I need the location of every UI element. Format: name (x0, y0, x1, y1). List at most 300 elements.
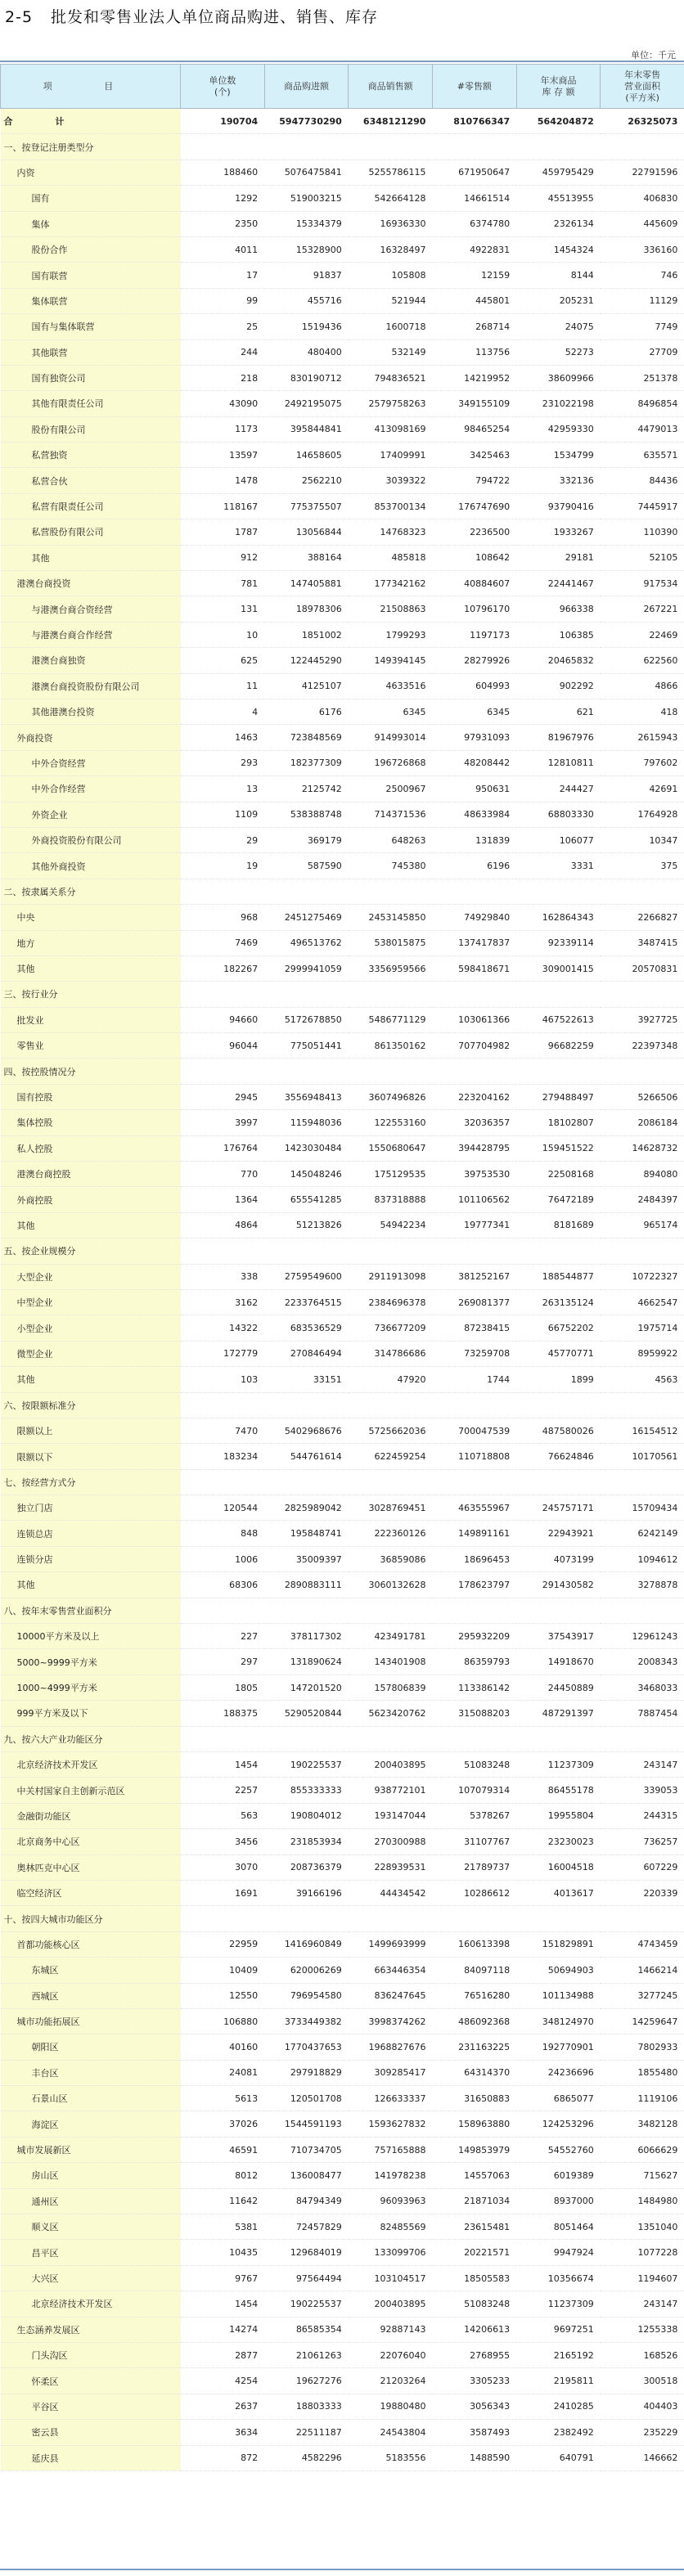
row-label: 其他港澳台投资 (1, 699, 181, 724)
row-value: 459795429 (516, 160, 601, 185)
row-value: 736257 (601, 1829, 684, 1854)
row-value: 270300988 (349, 1829, 433, 1854)
row-value: 467522613 (516, 1007, 601, 1032)
row-value: 48208442 (432, 750, 516, 775)
row-value: 37026 (181, 2111, 265, 2137)
row-value: 231853934 (264, 1829, 349, 1854)
row-value: 2911913098 (349, 1264, 433, 1289)
row-value: 966338 (516, 596, 601, 622)
row-value: 19880480 (349, 2394, 433, 2419)
table-row (1, 2111, 684, 2137)
row-label: 其他有限责任公司 (1, 391, 181, 416)
row-value: 2768955 (432, 2342, 516, 2367)
row-value: 2637 (181, 2394, 265, 2419)
row-value: 14658605 (264, 443, 349, 468)
row-value: 770 (181, 1162, 265, 1187)
row-value: 563 (181, 1803, 265, 1828)
row-label: 十、按四大城市功能区分 (1, 1906, 181, 1931)
row-value (264, 1906, 349, 1931)
table-row (1, 1701, 684, 1726)
row-value: 12961243 (601, 1624, 684, 1649)
row-label: 西城区 (1, 1983, 181, 2008)
row-value: 388164 (264, 545, 349, 570)
row-value: 3356959566 (349, 955, 433, 981)
row-value: 11129 (601, 288, 684, 313)
row-value (349, 1598, 433, 1623)
row-value: 8496854 (601, 391, 684, 416)
row-value: 3162 (181, 1289, 265, 1315)
table-row (1, 2008, 684, 2034)
row-value: 14661514 (432, 186, 516, 211)
row-label: 中外合作经营 (1, 776, 181, 802)
row-label: 北京经济技术开发区 (1, 1752, 181, 1778)
row-label: 国有与集体联营 (1, 314, 181, 339)
row-value: 86359793 (432, 1649, 516, 1675)
row-value: 243147 (601, 2291, 684, 2317)
row-value: 1463 (181, 725, 265, 750)
row-value: 1805 (181, 1675, 265, 1700)
row-value: 124253296 (516, 2111, 601, 2137)
row-value: 1544591193 (264, 2111, 349, 2137)
table-row (1, 2214, 684, 2240)
row-value (264, 1469, 349, 1495)
row-value: 1764928 (601, 802, 684, 827)
row-value: 3305233 (432, 2368, 516, 2394)
row-value: 106385 (516, 622, 601, 647)
table-row (1, 1572, 684, 1598)
row-value: 794722 (432, 468, 516, 493)
row-value: 5290520844 (264, 1701, 349, 1726)
table-row (1, 750, 684, 775)
table-row (1, 1598, 684, 1623)
table-row (1, 879, 684, 904)
row-value: 8144 (516, 263, 601, 288)
row-value: 3425463 (432, 443, 516, 468)
row-label: 限额以上 (1, 1418, 181, 1443)
row-value: 3039322 (349, 468, 433, 493)
row-value: 297918829 (264, 2060, 349, 2085)
row-value: 84794349 (264, 2188, 349, 2214)
row-value: 338 (181, 1264, 265, 1289)
row-value: 98465254 (432, 416, 516, 442)
row-value (181, 1059, 265, 1084)
row-value: 263135124 (516, 1289, 601, 1315)
row-label: 外资企业 (1, 802, 181, 827)
row-value: 521944 (349, 288, 433, 313)
row-value: 8181689 (516, 1212, 601, 1238)
row-value: 5402968676 (264, 1418, 349, 1443)
table-row (1, 493, 684, 519)
row-label: 怀柔区 (1, 2368, 181, 2394)
row-value: 10435 (181, 2240, 265, 2265)
row-label: 与港澳台商合作经营 (1, 622, 181, 647)
row-value: 190804012 (264, 1803, 349, 1828)
table-row (1, 2060, 684, 2085)
row-value: 538388748 (264, 802, 349, 827)
table-row (1, 827, 684, 852)
row-value: 279488497 (516, 1084, 601, 1109)
row-value: 1550680647 (349, 1135, 433, 1161)
row-value: 300518 (601, 2368, 684, 2394)
table-row (1, 1341, 684, 1366)
row-value: 394428795 (432, 1135, 516, 1161)
row-value: 269081377 (432, 1289, 516, 1315)
row-value: 12810811 (516, 750, 601, 775)
table-row (1, 1135, 684, 1161)
table-row (1, 314, 684, 339)
row-value: 149394145 (349, 648, 433, 673)
row-value: 10347 (601, 827, 684, 852)
table-row (1, 1264, 684, 1289)
table-row (1, 365, 684, 390)
row-value: 3607496826 (349, 1084, 433, 1109)
row-value (349, 134, 433, 160)
row-label: 私营独资 (1, 443, 181, 468)
row-value: 20465832 (516, 648, 601, 673)
row-label: 八、按年末零售营业面积分 (1, 1598, 181, 1623)
row-value: 149853979 (432, 2137, 516, 2162)
row-value (264, 1392, 349, 1418)
row-value: 39166196 (264, 1880, 349, 1905)
row-value: 19 (181, 853, 265, 879)
row-value: 97564494 (264, 2265, 349, 2291)
row-value: 648263 (349, 827, 433, 852)
row-value: 1351040 (601, 2214, 684, 2240)
row-value: 196726868 (349, 750, 433, 775)
row-value: 455716 (264, 288, 349, 313)
row-value: 9767 (181, 2265, 265, 2291)
row-value: 147201520 (264, 1675, 349, 1700)
row-value: 14628732 (601, 1135, 684, 1161)
table-row (1, 2086, 684, 2111)
row-value: 336160 (601, 236, 684, 262)
row-value: 200403895 (349, 2291, 433, 2317)
row-value: 620006269 (264, 1958, 349, 1983)
row-value: 2999941059 (264, 955, 349, 981)
row-value: 16154512 (601, 1418, 684, 1443)
row-value: 147405881 (264, 571, 349, 596)
row-value (601, 1906, 684, 1931)
header-item: 项 目 (1, 65, 181, 109)
row-value: 18696453 (432, 1546, 516, 1571)
row-value: 810766347 (432, 109, 516, 134)
row-value: 532149 (349, 339, 433, 365)
row-value: 1292 (181, 186, 265, 211)
row-value: 2759549600 (264, 1264, 349, 1289)
row-value: 714371536 (349, 802, 433, 827)
row-value (264, 879, 349, 904)
row-value: 227 (181, 1624, 265, 1649)
row-value: 222360126 (349, 1521, 433, 1546)
row-value: 113386142 (432, 1675, 516, 1700)
row-label: 1000~4999平方米 (1, 1675, 181, 1700)
row-value: 369179 (264, 827, 349, 852)
row-label: 奥林匹克中心区 (1, 1854, 181, 1880)
table-number: 2-5 (5, 8, 34, 26)
row-value: 22397348 (601, 1033, 684, 1059)
table-row (1, 186, 684, 211)
row-label: 私人控股 (1, 1135, 181, 1161)
row-value: 50694903 (516, 1958, 601, 1983)
row-value: 82485569 (349, 2214, 433, 2240)
row-label: 批发业 (1, 1007, 181, 1032)
row-label: 中央 (1, 905, 181, 930)
row-value: 21061263 (264, 2342, 349, 2367)
row-value: 31650883 (432, 2086, 516, 2111)
row-label: 其他 (1, 1367, 181, 1392)
row-value: 542664128 (349, 186, 433, 211)
row-value: 2008343 (601, 1649, 684, 1675)
row-value: 188544877 (516, 1264, 601, 1289)
row-value: 2492195075 (264, 391, 349, 416)
row-label: 外商投资股份有限公司 (1, 827, 181, 852)
row-value: 22508168 (516, 1162, 601, 1187)
row-label: 集体控股 (1, 1110, 181, 1135)
table-header (1, 65, 684, 109)
table-row (1, 1059, 684, 1084)
row-value (601, 1598, 684, 1623)
row-value: 413098169 (349, 416, 433, 442)
unit-note: 单位：千元 (631, 50, 676, 61)
row-value: 2877 (181, 2342, 265, 2367)
row-value: 157806839 (349, 1675, 433, 1700)
row-value: 519003215 (264, 186, 349, 211)
row-value: 1899 (516, 1367, 601, 1392)
row-value: 6374780 (432, 211, 516, 236)
row-value: 1855480 (601, 2060, 684, 2085)
row-value: 487291397 (516, 1701, 601, 1726)
row-value: 797602 (601, 750, 684, 775)
row-value: 3487415 (601, 930, 684, 955)
row-value (181, 1469, 265, 1495)
row-value: 6345 (349, 699, 433, 724)
row-value (432, 982, 516, 1007)
table-row (1, 1367, 684, 1392)
row-value: 270846494 (264, 1341, 349, 1366)
header-units-count: 单位数 (个) (181, 65, 265, 109)
row-value: 2945 (181, 1084, 265, 1109)
table-row (1, 443, 684, 468)
row-value: 23230023 (516, 1829, 601, 1854)
page-title (5, 5, 378, 27)
header-inventory: 年末商品 库 存 额 (516, 65, 601, 109)
table-row (1, 2317, 684, 2342)
row-value: 7802933 (601, 2034, 684, 2060)
row-label: 零售业 (1, 1033, 181, 1059)
table-row (1, 1315, 684, 1341)
table-row (1, 1110, 684, 1135)
row-value: 8937000 (516, 2188, 601, 2214)
row-value: 2266827 (601, 905, 684, 930)
row-value: 21789737 (432, 1854, 516, 1880)
table-row (1, 1392, 684, 1418)
row-value (432, 879, 516, 904)
row-value (601, 1239, 684, 1264)
row-value: 1173 (181, 416, 265, 442)
row-label: 延庆县 (1, 2445, 181, 2470)
row-value: 6196 (432, 853, 516, 879)
row-value (181, 1598, 265, 1623)
row-value: 1255338 (601, 2317, 684, 2342)
row-value: 244315 (601, 1803, 684, 1828)
row-value: 40884607 (432, 571, 516, 596)
row-label: 平谷区 (1, 2394, 181, 2419)
row-value: 141978238 (349, 2163, 433, 2188)
row-label: 其他 (1, 1572, 181, 1598)
row-label: 门头沟区 (1, 2342, 181, 2367)
row-value (601, 1469, 684, 1495)
row-value: 235229 (601, 2420, 684, 2445)
row-value: 7470 (181, 1418, 265, 1443)
table-body (1, 109, 684, 2471)
table-row (1, 930, 684, 955)
row-value: 625 (181, 648, 265, 673)
row-value: 103104517 (349, 2265, 433, 2291)
row-value: 538015875 (349, 930, 433, 955)
row-value: 54552760 (516, 2137, 601, 2162)
row-value: 178623797 (432, 1572, 516, 1598)
row-value: 10722327 (601, 1264, 684, 1289)
row-value: 131839 (432, 827, 516, 852)
table-row (1, 2240, 684, 2265)
row-label: 私营合伙 (1, 468, 181, 493)
row-value: 3733449382 (264, 2008, 349, 2034)
row-value (601, 1392, 684, 1418)
row-value: 683536529 (264, 1315, 349, 1341)
table-row (1, 1726, 684, 1751)
row-label: 城市发展新区 (1, 2137, 181, 2162)
row-value: 18803333 (264, 2394, 349, 2419)
row-value: 297 (181, 1649, 265, 1675)
row-value: 381252167 (432, 1264, 516, 1289)
row-value: 76516280 (432, 1983, 516, 2008)
row-value: 81967976 (516, 725, 601, 750)
header-area: 年末零售 营业面积 (平方米) (601, 65, 684, 109)
row-value: 54942234 (349, 1212, 433, 1238)
row-value: 11642 (181, 2188, 265, 2214)
table-row (1, 571, 684, 596)
row-value: 1416960849 (264, 1931, 349, 1957)
row-value: 231022198 (516, 391, 601, 416)
table-row (1, 1803, 684, 1828)
row-value: 106880 (181, 2008, 265, 2034)
row-value: 195848741 (264, 1521, 349, 1546)
row-value: 4254 (181, 2368, 265, 2394)
table-row (1, 1778, 684, 1803)
table-row (1, 2034, 684, 2060)
row-value: 10356674 (516, 2265, 601, 2291)
row-value: 3997 (181, 1110, 265, 1135)
row-value: 3556948413 (264, 1084, 349, 1109)
row-value: 1119106 (601, 2086, 684, 2111)
row-value (516, 134, 601, 160)
row-label: 外商投资 (1, 725, 181, 750)
row-value: 3482128 (601, 2111, 684, 2137)
table-row (1, 1983, 684, 2008)
table-row (1, 263, 684, 288)
row-value: 93790416 (516, 493, 601, 519)
row-value: 14219952 (432, 365, 516, 390)
row-label: 首都功能核心区 (1, 1931, 181, 1957)
row-value: 22511187 (264, 2420, 349, 2445)
stat-table (0, 64, 684, 2471)
row-value: 894080 (601, 1162, 684, 1187)
row-value: 160613398 (432, 1931, 516, 1957)
row-value: 14557063 (432, 2163, 516, 2188)
row-value (516, 982, 601, 1007)
row-label: 北京经济技术开发区 (1, 2291, 181, 2317)
row-value (349, 1469, 433, 1495)
row-value: 24081 (181, 2060, 265, 2085)
row-value: 10409 (181, 1958, 265, 1983)
row-value: 243147 (601, 1752, 684, 1778)
table-row (1, 673, 684, 699)
row-label: 其他联营 (1, 339, 181, 365)
row-value: 3468033 (601, 1675, 684, 1700)
row-value: 604993 (432, 673, 516, 699)
row-value: 110390 (601, 519, 684, 545)
row-value: 25 (181, 314, 265, 339)
row-value: 745380 (349, 853, 433, 879)
row-value: 7469 (181, 930, 265, 955)
row-value: 110718808 (432, 1444, 516, 1469)
row-value: 16328497 (349, 236, 433, 262)
row-value: 64314370 (432, 2060, 516, 2085)
row-label: 其他 (1, 955, 181, 981)
table-row (1, 109, 684, 134)
row-value: 2125742 (264, 776, 349, 802)
row-value: 2382492 (516, 2420, 601, 2445)
row-value: 91837 (264, 263, 349, 288)
row-value (516, 1392, 601, 1418)
row-value: 251378 (601, 365, 684, 390)
row-value (432, 1239, 516, 1264)
row-value (516, 1726, 601, 1751)
row-value: 3587493 (432, 2420, 516, 2445)
row-value: 168526 (601, 2342, 684, 2367)
table-row (1, 1418, 684, 1443)
row-value: 2236500 (432, 519, 516, 545)
row-label: 城市功能拓展区 (1, 2008, 181, 2034)
row-value (432, 1598, 516, 1623)
row-value: 11 (181, 673, 265, 699)
row-value: 12550 (181, 1983, 265, 2008)
row-value: 208736379 (264, 1854, 349, 1880)
row-value (516, 1059, 601, 1084)
row-value (432, 1392, 516, 1418)
row-value: 40160 (181, 2034, 265, 2060)
row-value: 309001415 (516, 955, 601, 981)
row-value: 3278878 (601, 1572, 684, 1598)
row-value: 1691 (181, 1880, 265, 1905)
row-value: 15709434 (601, 1495, 684, 1521)
row-value: 486092368 (432, 2008, 516, 2034)
row-value: 640791 (516, 2445, 601, 2470)
row-value: 118167 (181, 493, 265, 519)
row-label: 内资 (1, 160, 181, 185)
row-value: 6242149 (601, 1521, 684, 1546)
row-value: 267221 (601, 596, 684, 622)
row-value: 143401908 (349, 1649, 433, 1675)
row-label: 合 计 (1, 109, 181, 134)
row-label: 大型企业 (1, 1264, 181, 1289)
row-value (516, 1906, 601, 1931)
row-value: 45513955 (516, 186, 601, 211)
row-value: 35009397 (264, 1546, 349, 1571)
row-value: 5623420762 (349, 1701, 433, 1726)
row-value: 1423030484 (264, 1135, 349, 1161)
row-value: 707704982 (432, 1033, 516, 1059)
